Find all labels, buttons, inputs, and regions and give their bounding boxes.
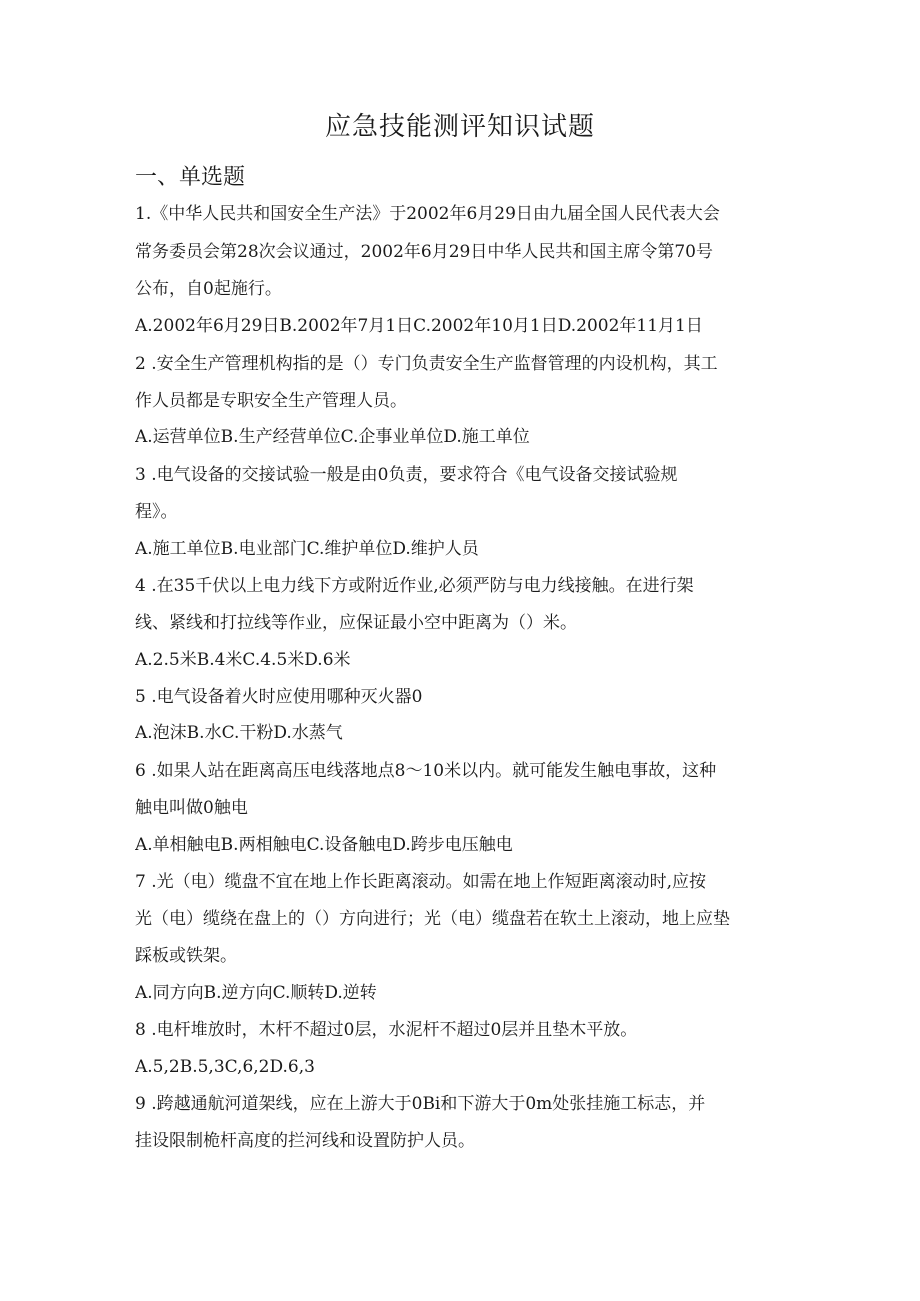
- options-line: A.2.5米B.4米C.4.5米D.6米: [135, 650, 351, 670]
- section-heading: 一、单选题: [135, 165, 246, 190]
- text-line: 光（电）缆绕在盘上的（）方向进行；光（电）缆盘若在软土上滚动，地上应垫: [135, 909, 730, 929]
- text-line: 线、紧线和打拉线等作业，应保证最小空中距离为（）米。: [135, 613, 577, 633]
- options-line: A.单相触电B.两相触电C.设备触电D.跨步电压触电: [135, 835, 513, 855]
- text-line: 4 .在35千伏以上电力线下方或附近作业,必须严防与电力线接触。在进行架: [135, 576, 694, 596]
- text-line: 8 .电杆堆放时，木杆不超过0层，水泥杆不超过0层并且垫木平放。: [135, 1020, 638, 1040]
- options-line: A.2002年6月29日B.2002年7月1日C.2002年10月1日D.2002年11月1日: [135, 316, 703, 336]
- options-line: A.5,2B.5,3C,6,2D.6,3: [135, 1057, 315, 1077]
- text-line: 公布，自0起施行。: [135, 279, 282, 299]
- options-line: A.同方向B.逆方向C.顺转D.逆转: [135, 983, 377, 1003]
- options-line: A.施工单位B.电业部门C.维护单位D.维护人员: [135, 539, 479, 559]
- text-line: 常务委员会第28次会议通过，2002年6月29日中华人民共和国主席令第70号: [135, 242, 713, 262]
- text-line: 触电叫做0触电: [135, 798, 248, 818]
- text-line: 6 .如果人站在距离高压电线落地点8～10米以内。就可能发生触电事故，这种: [135, 761, 717, 781]
- text-line: 程》。: [135, 502, 178, 522]
- text-line: 2 .安全生产管理机构指的是（）专门负责安全生产监督管理的内设机构，其工: [135, 354, 718, 374]
- options-line: A.运营单位B.生产经营单位C.企事业单位D.施工单位: [135, 427, 530, 447]
- text-line: 挂设限制桅杆高度的拦河线和设置防护人员。: [135, 1131, 475, 1151]
- text-line: 踩板或铁架。: [135, 946, 237, 966]
- text-line: 作人员都是专职安全生产管理人员。: [135, 391, 407, 411]
- options-line: A.泡沫B.水C.干粉D.水蒸气: [135, 723, 343, 743]
- text-line: 5 .电气设备着火时应使用哪种灭火器0: [135, 687, 423, 707]
- text-line: 9 .跨越通航河道架线，应在上游大于0Bi和下游大于0m处张挂施工标志，并: [135, 1094, 706, 1114]
- text-line: 7 .光（电）缆盘不宜在地上作长距离滚动。如需在地上作短距离滚动时,应按: [135, 872, 707, 892]
- text-line: 1.《中华人民共和国安全生产法》于2002年6月29日由九届全国人民代表大会: [135, 204, 720, 224]
- text-line: 3 .电气设备的交接试验一般是由0负责，要求符合《电气设备交接试验规: [135, 465, 678, 485]
- document-title: 应急技能测评知识试题: [324, 112, 595, 142]
